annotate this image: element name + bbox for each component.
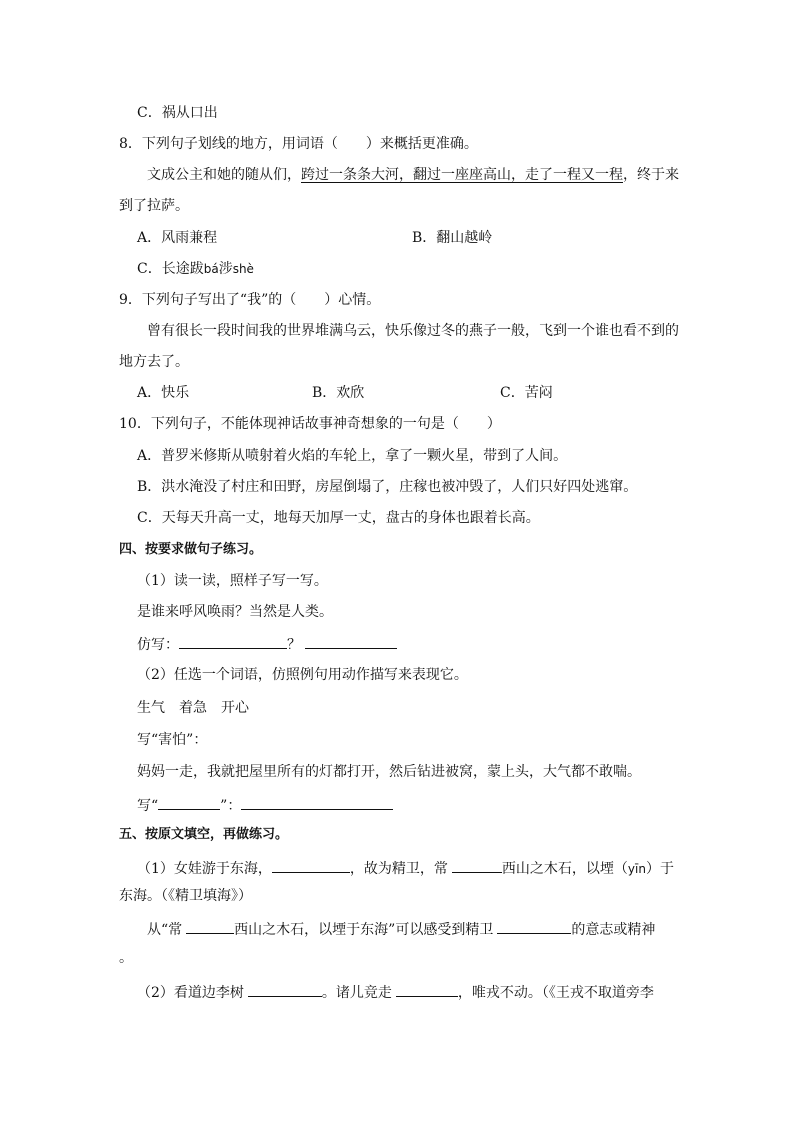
sec5-blank-1[interactable]	[272, 857, 350, 873]
q10-option-c: C．天每天升高一丈，地每天加厚一丈，盘古的身体也跟着长高。	[137, 510, 540, 526]
q8-sentence	[147, 165, 679, 185]
q8-sentence-post: ，终于来	[623, 167, 679, 183]
sec5-p1-a: （1）女娃游于东海，	[137, 861, 272, 877]
sec5-blank-6[interactable]	[396, 981, 458, 997]
imitation-blank-1[interactable]	[179, 633, 287, 649]
imitation-question-mark: ？	[287, 637, 301, 653]
q9-option-a: A．快乐	[137, 385, 190, 401]
q8-option-a: A．风雨兼程	[137, 230, 218, 246]
section-4-heading: 四、按要求做句子练习。	[119, 542, 263, 557]
sec5-part1-line1	[137, 857, 674, 879]
sec5-blank-4[interactable]	[497, 918, 571, 934]
sec5-blank-3[interactable]	[186, 918, 234, 934]
q8-option-b: B．翻山越岭	[412, 230, 493, 246]
q8-pinyin-ba: bá	[203, 262, 219, 276]
sec5-blank-2[interactable]	[452, 857, 502, 873]
sec5-q-b: 西山之木石，以堙于东海”可以感受到精卫	[234, 922, 494, 938]
q8-sentence-line2: 到了拉萨。	[119, 198, 189, 214]
imitation-label: 仿写：	[137, 637, 179, 653]
section-5-heading: 五、按原文填空，再做练习。	[119, 827, 289, 842]
imitation-blank-2[interactable]	[305, 633, 397, 649]
q7-option-c: C．祸从口出	[137, 105, 218, 121]
sec5-part2-line1	[137, 981, 654, 1003]
sec5-p2-b: 。诸儿竞走	[321, 985, 392, 1001]
sec5-pinyin-yin: yīn	[627, 862, 646, 876]
sec5-part1-line2: 东海。（《精卫填海》）	[119, 888, 252, 904]
sec5-part1-question-end: 。	[119, 950, 133, 966]
sec4-part1-example: 是谁来呼风唤雨？当然是人类。	[137, 604, 333, 620]
q8-pinyin-she: shè	[232, 262, 254, 276]
write-word-blank[interactable]	[158, 794, 220, 810]
q8-option-c	[137, 259, 254, 279]
q8-option-c-pre: C．长途跋	[137, 261, 204, 277]
sec4-part2-words: 生气 着急 开心	[137, 700, 249, 716]
write-label-post: ”：	[220, 798, 242, 814]
sec5-p1-b: ，故为精卫，常	[349, 861, 448, 877]
sec5-blank-5[interactable]	[248, 981, 322, 997]
sec5-p2-c: ，唯戎不动。（《王戎不取道旁李	[457, 985, 654, 1001]
q8-sentence-pre: 文成公主和她的随从们，	[147, 167, 301, 183]
sec4-part2-write	[137, 794, 393, 816]
write-label-pre: 写“	[137, 798, 159, 814]
sec5-part1-question	[147, 918, 655, 940]
q10-option-a: A．普罗米修斯从喷射着火焰的车轮上，拿了一颗火星，带到了人间。	[137, 448, 568, 464]
sec5-q-c: 的意志或精神	[571, 922, 656, 938]
q10-option-b: B．洪水淹没了村庄和田野，房屋倒塌了，庄稼也被冲毁了，人们只好四处逃窜。	[137, 479, 638, 495]
q8-option-c-mid: 涉	[218, 261, 233, 277]
q9-option-c: C．苦闷	[500, 385, 553, 401]
sec4-part2-example: 妈妈一走，我就把屋里所有的灯都打开，然后钻进被窝，蒙上头，大气都不敢喘。	[137, 764, 641, 780]
q8-stem: 8．下列句子划线的地方，用词语（ ）来概括更准确。	[119, 136, 478, 152]
q9-sentence-line2: 地方去了。	[119, 354, 189, 370]
sec5-q-a: 从“常	[147, 922, 183, 938]
sec4-part1-instruction: （1）读一读，照样子写一写。	[137, 573, 328, 589]
sec5-p1-d: ）于	[645, 861, 674, 877]
sec5-p2-a: （2）看道边李树	[137, 985, 244, 1001]
write-answer-blank[interactable]	[241, 794, 393, 810]
q9-option-b: B．欢欣	[312, 385, 365, 401]
sec4-part2-example-label: 写“害怕”：	[137, 732, 208, 748]
sec4-part1-imitation	[137, 633, 397, 655]
q8-sentence-underlined: 跨过一条条大河，翻过一座座高山，走了一程又一程	[301, 167, 623, 183]
q10-stem: 10．下列句子，不能体现神话故事神奇想象的一句是（ ）	[119, 416, 501, 432]
q9-stem: 9．下列句子写出了“我”的（ ）心情。	[119, 292, 381, 308]
sec4-part2-instruction: （2）任选一个词语，仿照例句用动作描写来表现它。	[137, 667, 468, 683]
q9-sentence-line1: 曾有很长一段时间我的世界堆满乌云，快乐像过冬的燕子一般，飞到一个谁也看不到的	[147, 323, 679, 339]
sec5-p1-c: 西山之木石，以堙（	[501, 861, 628, 877]
